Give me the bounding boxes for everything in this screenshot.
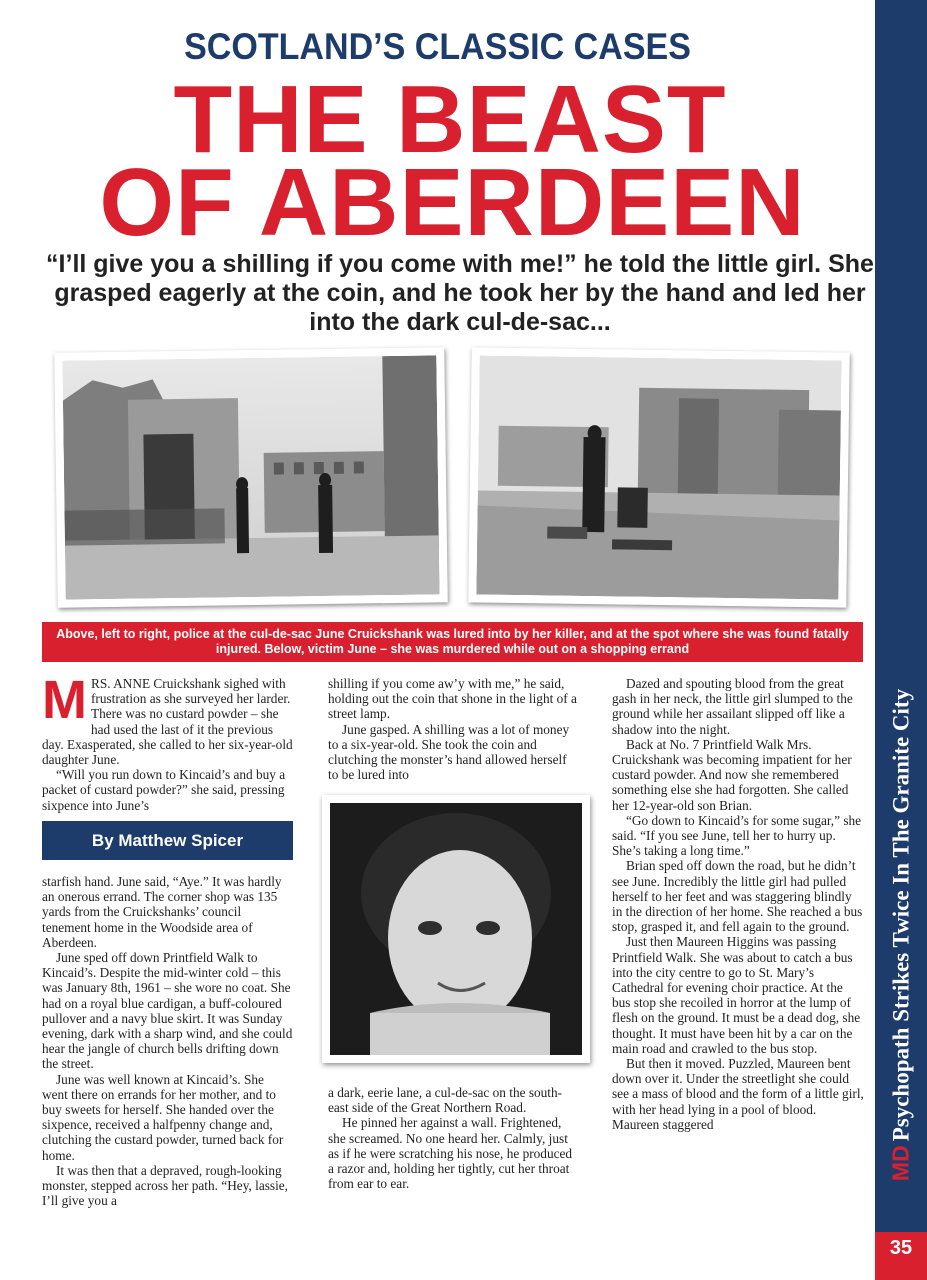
paragraph: Back at No. 7 Printfield Walk Mrs. Cruickshank was becoming impatient for her custard powder. And now she remembered something else she had forgotten. She called her 12-year-old son Brian. <box>612 736 852 813</box>
byline: By Matthew Spicer <box>42 821 293 860</box>
section-kicker: SCOTLAND’S CLASSIC CASES <box>184 26 691 67</box>
paragraph: But then it moved. Puzzled, Maureen bent down over it. Under the streetlight she could see a mass of blood and the form of a little girl, with her head lying in a pool of blood. Maureen staggered <box>612 1056 864 1132</box>
paragraph: Just then Maureen Higgins was passing Printfield Walk. She was about to catch a bus into the city centre to go to St. Mary’s Cathedral for evening choir practice. At the bus stop she recoiled in horror at the lump of flesh on the ground. It must be a dead dog, she thought. It must have been hit by a car on the main road and crawled to the bus stop. <box>612 934 861 1056</box>
standfirst: “I’ll give you a shilling if you come with me!” he told the little girl. She grasped eagerly at the coin, and he took her by the hand and led her into the dark cul-de-sac... <box>46 250 874 336</box>
paragraph: June gasped. A shilling was a lot of money to a six-year-old. She took the coin and clutching the monster’s hand allowed herself to be lured into <box>328 721 570 783</box>
photo-cul-de-sac <box>54 347 448 607</box>
headline-line-2: OF ABERDEEN <box>99 149 806 256</box>
article-column-2a <box>328 676 580 782</box>
paragraph: Dazed and spouting blood from the great gash in her neck, the little girl slumped to the ground while her assailant slipped off like a shadow into the night. <box>612 676 853 737</box>
paragraph: starfish hand. June said, “Aye.” It was hardly an onerous errand. The corner shop was 135 yards from the Cruickshanks’ council tenement home in the Woodside area of Aberdeen. <box>42 874 282 950</box>
paragraph: Brian sped off down the road, but he didn’t see June. Incredibly the little girl had pulled herself to her feet and was staggering blindly in the direction of her home. She reached a bus stop, grasped it, and fell again to the ground. <box>612 858 863 935</box>
page-number: 35 <box>875 1232 927 1280</box>
paragraph: RS. ANNE Cruickshank sighed with frustration as she surveyed her larder. There was no custard powder – she had used the last of it the previous day. Exasperated, she called to her six-year-old daughter June. <box>42 676 293 768</box>
paragraph: “Go down to Kincaid’s for some sugar,” she said. “If you see June, tell her to hurry up. She’s taking a long time.” <box>612 812 862 859</box>
headline-line-1: THE BEAST <box>173 66 727 173</box>
paragraph: It was then that a depraved, rough-looking monster, stepped across her path. “Hey, lassie, I’ll give you a <box>42 1162 288 1209</box>
paragraph: “Will you run down to Kincaid’s and buy a packet of custard powder?” she said, pressing sixpence into June’s <box>42 767 286 813</box>
paragraph: He pinned her against a wall. Frightened, she screamed. No one heard her. Calmly, just as if he were scratching his nose, he produced a razor and, holding her tightly, cut her throat from ear to ear. <box>328 1115 573 1192</box>
article-column-2b <box>328 1085 580 1191</box>
sidebar-text: Psychopath Strikes Twice In The Granite City <box>888 688 914 1142</box>
photo-victim-portrait <box>322 795 590 1063</box>
sidebar-brand: MD <box>887 1145 914 1182</box>
paragraph: June was well known at Kincaid’s. She went there on errands for her mother, and to buy sweets for herself. She handed over the sixpence, received a halfpenny change and, clutching the custard powder, turned back for home. <box>42 1071 284 1163</box>
paragraph: June sped off down Printfield Walk to Kincaid’s. Despite the mid-winter cold – this was January 8th, 1961 – she wore no coat. She had on a royal blue cardigan, a buff-coloured pullover and a navy blue skirt. It was Sunday evening, dark with a sharp wind, and she could hear the jangle of church bells drifting down the street. <box>42 950 293 1072</box>
article-column-3 <box>612 676 864 1132</box>
drop-cap: M <box>42 670 87 730</box>
article-column-1b <box>42 874 293 1208</box>
paragraph: a dark, eerie lane, a cul-de-sac on the south-east side of the Great Northern Road. <box>328 1085 563 1116</box>
article-column-1a <box>42 670 293 813</box>
paragraph: shilling if you come aw’y with me,” he said, holding out the coin that shone in the light of a street lamp. <box>328 676 577 722</box>
photo-caption: Above, left to right, police at the cul-de-sac June Cruickshank was lured into by her killer, and at the spot where she was found fatally injured. Below, victim June – she was murdered while out on a shopping errand <box>42 622 863 662</box>
photo-crime-scene <box>468 347 850 607</box>
